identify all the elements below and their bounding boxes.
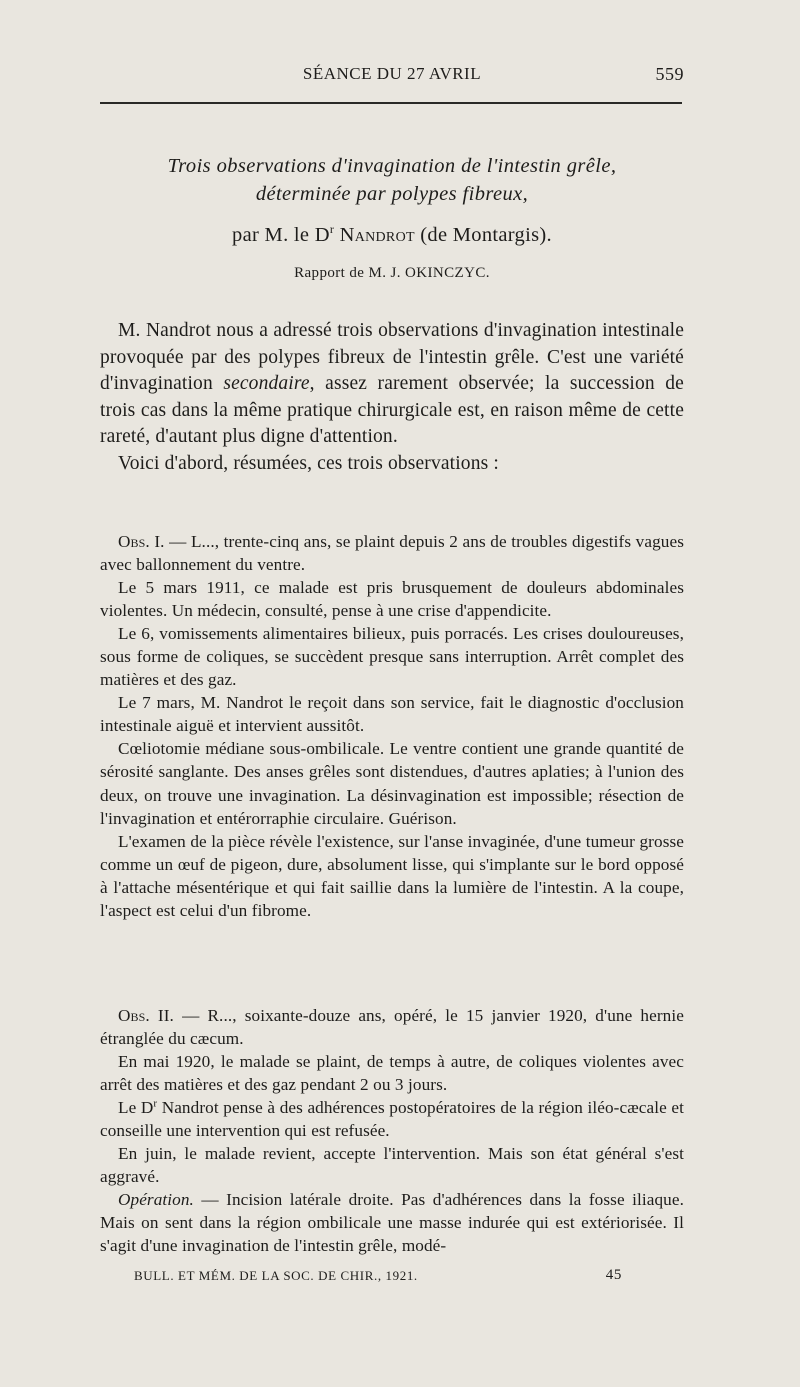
obs2-paragraph-4: En juin, le malade revient, accepte l'intervention. Mais son état général s'est aggravé. xyxy=(100,1144,684,1187)
obs2-p5-emphasis: Opération. xyxy=(118,1190,194,1210)
obs2-p1-text: — R..., soixante-douze ans, opéré, le 15 janvier 1920, d'une hernie étranglée du cæcum. xyxy=(100,1006,684,1049)
author-line xyxy=(100,221,684,249)
obs1-paragraph-2: Le 5 mars 1911, ce malade est pris brusquement de douleurs abdominales violentes. Un médecin, consulté, pense à une crise d'appendicite. xyxy=(100,578,684,621)
observation-1 xyxy=(100,530,684,922)
obs1-paragraph-1 xyxy=(100,530,684,576)
signature-mark: 45 xyxy=(605,1267,622,1283)
author-name: Nandrot xyxy=(339,224,415,246)
page-footer xyxy=(134,1268,622,1288)
author-prefix-sup: r xyxy=(329,222,335,237)
obs1-p1-text: — L..., trente-cinq ans, se plaint depuis 2 ans de troubles digestifs vagues avec ballonnement du ventre. xyxy=(100,532,685,575)
intro-section xyxy=(100,318,684,478)
obs2-paragraph-5 xyxy=(100,1188,684,1257)
article-title-line-2: déterminée par polypes fibreux, xyxy=(255,183,529,205)
obs2-paragraph-2: En mai 1920, le malade se plaint, de temps à autre, de coliques violentes avec arrêt des matières et des gaz pendant 2 ou 3 jours. xyxy=(100,1052,684,1095)
obs1-paragraph-3: Le 6, vomissements alimentaires bilieux, puis porracés. Les crises douloureuses, sous forme de coliques, se succèdent presque sans interruption. Arrêt complet des matières et des gaz. xyxy=(100,624,684,690)
obs2-p5-text: — Incision latérale droite. Pas d'adhérences dans la fosse iliaque. Mais on sent dans la région ombilicale une masse indurée qui est extériorisée. Il s'agit d'une invagination de l'intestin grêle, modé- xyxy=(100,1190,684,1256)
header-rule xyxy=(100,102,682,104)
obs2-p3-sup: r xyxy=(153,1097,158,1110)
intro-p1-emphasis: secondaire xyxy=(223,373,310,395)
article-title-line-1: Trois observations d'invagination de l'intestin grêle, xyxy=(167,155,617,177)
obs2-p3-text-a: Le D xyxy=(118,1098,154,1118)
obs1-label: Obs. I. xyxy=(118,532,165,551)
obs2-paragraph-3 xyxy=(100,1096,684,1142)
intro-p1-text-a: M. Nandrot nous a adressé trois observations d'invagination intestinale provoquée par des polypes fibreux de l'intestin grêle. C'est une variété d'invagination xyxy=(100,320,684,395)
report-line: Rapport de M. J. OKINCZYC. xyxy=(294,265,490,281)
obs1-paragraph-4: Le 7 mars, M. Nandrot le reçoit dans son service, fait le diagnostic d'occlusion intestinale aiguë et intervient aussitôt. xyxy=(100,693,684,736)
running-head xyxy=(100,64,684,86)
author-affiliation: (de Montargis). xyxy=(420,224,552,246)
obs2-label: Obs. II. xyxy=(118,1006,174,1025)
intro-p1-text-b: , assez rarement observée; la succession de trois cas dans la même pratique chirurgicale est, en raison même de cette rareté, d'autant plus digne d'attention. xyxy=(100,373,684,448)
running-title: SÉANCE DU 27 AVRIL xyxy=(302,64,482,83)
author-prefix: par M. le D xyxy=(232,224,330,246)
obs1-paragraph-5: Cœliotomie médiane sous-ombilicale. Le ventre contient une grande quantité de sérosité sanglante. Des anses grêles sont distendues, d'autres aplaties; à l'union des deux, on trouve une invagination. La désinvagination est impossible; résection de l'invagination et entérorraphie circulaire. Guérison. xyxy=(100,739,684,828)
observation-2 xyxy=(100,1004,684,1258)
intro-paragraph-2: Voici d'abord, résumées, ces trois observations : xyxy=(118,452,499,474)
journal-reference: BULL. ET MÉM. DE LA SOC. DE CHIR., 1921. xyxy=(134,1268,418,1283)
obs2-paragraph-1 xyxy=(100,1004,684,1050)
obs1-paragraph-6: L'examen de la pièce révèle l'existence, sur l'anse invaginée, d'une tumeur grosse comme un œuf de pigeon, dure, absolument lisse, qui s'implante sur le bord opposé à l'attache mésentérique et qui fait saillie dans la lumière de l'intestin. A la coupe, l'aspect est celui d'un fibrome. xyxy=(100,831,684,920)
intro-paragraph-1 xyxy=(100,318,684,451)
obs2-p3-text-b: Nandrot pense à des adhérences postopératoires de la région iléo-cæcale et conseille une intervention qui est refusée. xyxy=(100,1098,684,1141)
article-heading xyxy=(100,152,684,283)
page-number: 559 xyxy=(655,64,684,84)
